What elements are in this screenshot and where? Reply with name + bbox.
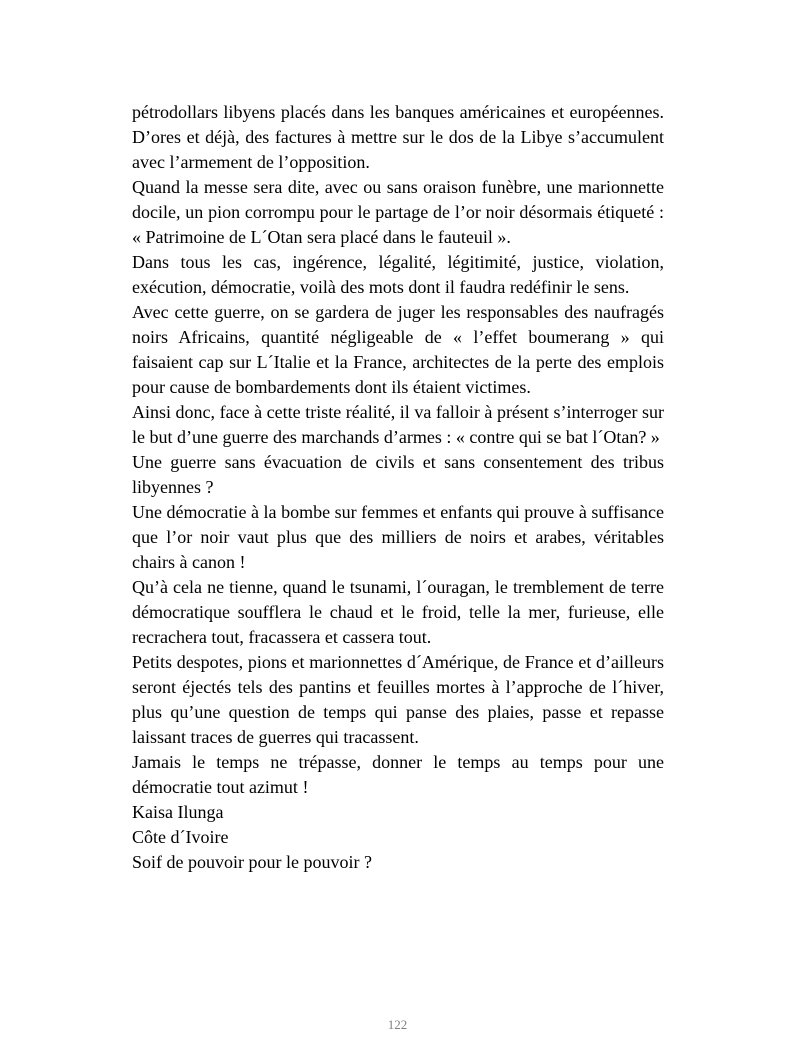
page-body: [132, 100, 664, 875]
paragraph-tsunami: Qu’à cela ne tienne, quand le tsunami, l´ouragan, le tremblement de terre démocratique soufflera le chaud et le froid, telle la mer, furieuse, elle recrachera tout, fracassera et cassera tout.: [132, 577, 664, 647]
paragraph-temps: Jamais le temps ne trépasse, donner le temps au temps pour une démocratie tout azimut !: [132, 752, 664, 797]
paragraph-petrodollars: pétrodollars libyens placés dans les banques américaines et européennes. D’ores et déjà, des factures à mettre sur le dos de la Libye s’accumulent avec l’armement de l’opposition.: [132, 102, 664, 172]
signature-title: Soif de pouvoir pour le pouvoir ?: [132, 852, 372, 872]
paragraph-messe: Quand la messe sera dite, avec ou sans oraison funèbre, une marionnette docile, un pion corrompu pour le partage de l’or noir désormais étiqueté : « Patrimoine de L´Otan sera placé dans le fauteuil ».: [132, 177, 664, 247]
paragraph-guerre: Avec cette guerre, on se gardera de juger les responsables des naufragés noirs Africains, quantité négligeable de « l’effet boumerang » qui faisaient cap sur L´Italie et la France, architectes de la perte des emplois pour cause de bombardements dont ils étaient victimes.: [132, 302, 664, 397]
signature-author: Kaisa Ilunga: [132, 802, 224, 822]
paragraph-cas: Dans tous les cas, ingérence, légalité, légitimité, justice, violation, exécution, démocratie, voilà des mots dont il faudra redéfinir le sens.: [132, 252, 664, 297]
signature-country: Côte d´Ivoire: [132, 827, 229, 847]
page-number: 122: [387, 1017, 408, 1032]
paragraph-ainsi: Ainsi donc, face à cette triste réalité, il va falloir à présent s’interroger sur le but d’une guerre des marchands d’armes : « contre qui se bat l´Otan? »: [132, 402, 664, 447]
paragraph-evacuation: Une guerre sans évacuation de civils et sans consentement des tribus libyennes ?: [132, 452, 664, 497]
paragraph-bombe: Une démocratie à la bombe sur femmes et enfants qui prouve à suffisance que l’or noir vaut plus que des milliers de noirs et arabes, véritables chairs à canon !: [132, 502, 664, 572]
paragraph-despotes: Petits despotes, pions et marionnettes d´Amérique, de France et d’ailleurs seront éjectés tels des pantins et feuilles mortes à l’approche de l´hiver, plus qu’une question de temps qui panse des plaies, passe et repasse laissant traces de guerres qui tracassent.: [132, 652, 664, 747]
